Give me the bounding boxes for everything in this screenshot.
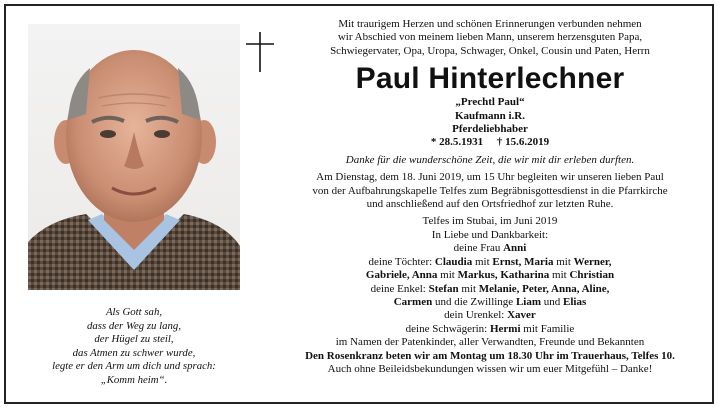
sister-in-law-line — [276, 323, 704, 336]
profession: Kaufmann i.R. — [455, 109, 525, 122]
daughters-line-1 — [276, 256, 704, 269]
portrait-photo — [28, 24, 240, 290]
hobby: Pferdeliebhaber — [452, 123, 528, 136]
death-date: † 15.6.2019 — [496, 136, 550, 149]
intro-text — [276, 18, 704, 58]
deceased-name: Paul Hinterlechner — [355, 62, 625, 96]
love-line: In Liebe und Dankbarkeit: — [431, 228, 549, 241]
rosary-line: Den Rosenkranz beten wir am Montag um 18.30 Uhr im Trauerhaus, Telfes 10. — [305, 349, 675, 362]
grandchild-name: Carmen — [393, 295, 433, 308]
funeral-line: Am Dienstag, dem 18. Juni 2019, um 15 Uhr begleiten wir unseren lieben Paul — [316, 171, 664, 184]
funeral-line: und anschließend auf den Ortsfriedhof zur letzten Ruhe. — [366, 198, 614, 211]
poem-line: Als Gott sah, — [105, 306, 163, 318]
daughter-name: Gabriele, Anna — [365, 269, 438, 282]
godchildren-line: im Namen der Patenkinder, aller Verwandten, Freunde und Bekannten — [335, 336, 645, 349]
great-grandchild-prefix: dein Urenkel: — [444, 309, 508, 322]
daughters-prefix: deine Töchter: — [368, 255, 435, 268]
connector: und — [541, 295, 564, 308]
poem — [20, 306, 248, 388]
grandchildren-line-1 — [276, 283, 704, 296]
sister-in-law-prefix: deine Schwägerin: — [405, 322, 490, 335]
daughters-line-2 — [276, 269, 704, 282]
funeral-line: von der Aufbahrungskapelle Telfes zum Begräbnisgottesdienst in die Pfarrkirche — [312, 184, 668, 197]
intro-line: wir Abschied von meinem lieben Mann, unserem herzensguten Papa, — [337, 31, 643, 44]
grandchild-name: Melanie, Peter, Anna, Aline, — [478, 282, 610, 295]
connector: mit — [458, 282, 479, 295]
wife-name: Anni — [503, 242, 527, 255]
daughter-name: Markus, Katharina — [457, 269, 550, 282]
grandchild-name: Elias — [563, 295, 587, 308]
grandchildren-prefix: deine Enkel: — [370, 282, 429, 295]
connector: und die Zwillinge — [432, 295, 516, 308]
wife-line — [276, 242, 704, 255]
poem-line: das Atmen zu schwer wurde, — [72, 346, 196, 359]
nickname: „Prechtl Paul“ — [455, 96, 525, 109]
poem-line: legte er den Arm um dich und sprach: — [52, 360, 216, 373]
poem-line: „Komm heim“. — [100, 373, 168, 386]
condolence-line: Auch ohne Beileidsbekundungen wissen wir um euer Mitgefühl – Danke! — [327, 362, 653, 375]
intro-line: Schwiegervater, Opa, Uropa, Schwager, Onkel, Cousin und Paten, Herrn — [330, 44, 650, 57]
place-date: Telfes im Stubai, im Juni 2019 — [422, 215, 558, 228]
birth-date: * 28.5.1931 — [430, 136, 484, 149]
poem-line: dass der Weg zu lang, — [86, 319, 182, 332]
connector: mit — [553, 255, 574, 268]
intro-line: Mit traurigem Herzen und schönen Erinnerungen verbunden nehmen — [338, 18, 642, 30]
obituary-text — [276, 16, 704, 376]
wife-prefix: deine Frau — [453, 242, 504, 255]
great-grandchild-name: Xaver — [507, 309, 536, 322]
life-dates — [276, 136, 704, 149]
obituary-frame — [4, 4, 714, 404]
connector: mit — [549, 269, 570, 282]
funeral-text — [276, 171, 704, 211]
daughter-name: Claudia — [434, 255, 473, 268]
grandchildren-line-2 — [276, 296, 704, 309]
son-in-law-name: Christian — [569, 269, 615, 282]
grandchild-name: Stefan — [428, 282, 459, 295]
sister-in-law-name: Hermi — [489, 322, 521, 335]
great-grandchild-line — [276, 309, 704, 322]
connector: mit — [472, 255, 493, 268]
poem-line: der Hügel zu steil, — [94, 333, 174, 346]
daughter-name: Ernst, Maria — [492, 255, 554, 268]
son-in-law-name: Werner, — [573, 255, 612, 268]
portrait-illustration — [28, 24, 240, 290]
cross-icon — [244, 32, 276, 72]
grandchild-name: Liam — [515, 295, 542, 308]
thanks-line: Danke für die wunderschöne Zeit, die wir mit dir erleben durften. — [345, 153, 635, 166]
sister-in-law-suffix: mit Familie — [520, 322, 575, 335]
connector: mit — [437, 269, 458, 282]
